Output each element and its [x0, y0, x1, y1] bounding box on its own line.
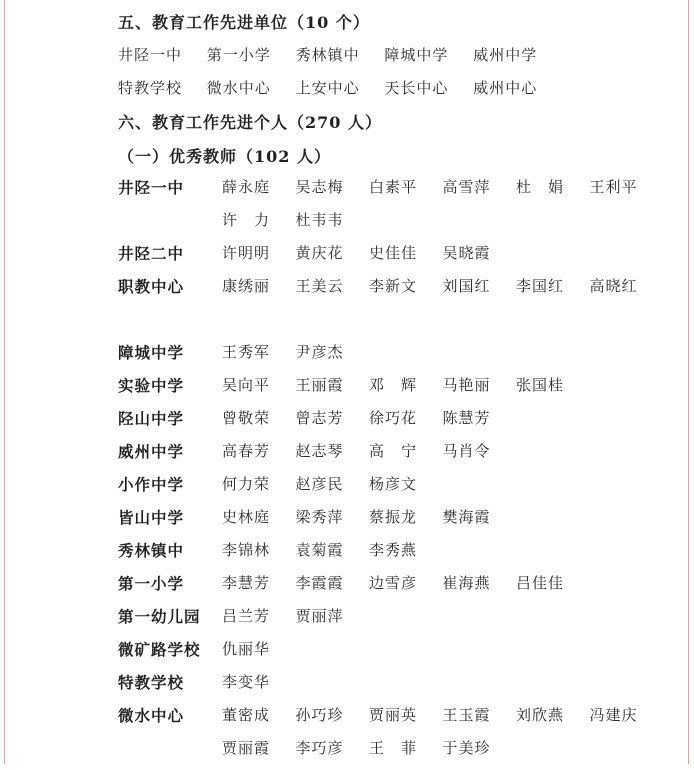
teacher-name: 杜韦韦	[295, 211, 344, 229]
teacher-name: 边雪彦	[369, 574, 418, 592]
teacher-names	[222, 572, 692, 605]
teacher-names	[222, 341, 692, 374]
teacher-name: 史佳佳	[369, 244, 418, 262]
teacher-names	[222, 473, 692, 506]
section-heading-advanced-units: 五、教育工作先进单位（10 个）	[118, 13, 370, 32]
teacher-name: 李慧芳	[222, 574, 271, 592]
teacher-name: 于美珍	[442, 739, 491, 757]
teacher-names	[222, 407, 692, 440]
teacher-names	[222, 440, 692, 473]
teacher-name: 高雪萍	[442, 178, 491, 196]
teacher-name: 王美云	[295, 277, 344, 295]
teacher-name: 梁秀萍	[295, 508, 344, 526]
school-name: 实验中学	[118, 376, 185, 395]
teacher-name: 仇丽华	[222, 640, 271, 658]
teacher-name: 杨彦文	[369, 475, 418, 493]
teacher-names	[222, 671, 692, 704]
school-name: 威州中学	[118, 442, 185, 461]
teacher-name: 白素平	[369, 178, 418, 196]
school-name: 秀林镇中	[118, 541, 185, 560]
teacher-name: 孙巧珍	[295, 706, 344, 724]
unit-name: 天长中心	[384, 79, 449, 97]
teacher-name: 王利平	[589, 178, 638, 196]
teacher-name: 贾丽英	[369, 706, 418, 724]
teacher-name: 高 宁	[369, 442, 418, 460]
unit-list-row-1	[118, 44, 557, 65]
teacher-name: 吕佳佳	[516, 574, 565, 592]
teacher-names	[222, 605, 692, 638]
teacher-name: 何力荣	[222, 475, 271, 493]
teacher-name: 董密成	[222, 706, 271, 724]
school-name: 井陉二中	[118, 244, 185, 263]
unit-name: 微水中心	[206, 79, 271, 97]
teacher-name: 贾丽萍	[295, 607, 344, 625]
teacher-name: 吕兰芳	[222, 607, 271, 625]
teacher-names	[222, 374, 692, 407]
teacher-name: 曾敬荣	[222, 409, 271, 427]
teacher-name: 曾志芳	[295, 409, 344, 427]
unit-name: 特教学校	[118, 79, 183, 97]
teacher-name: 吴志梅	[295, 178, 344, 196]
teacher-name: 黄庆花	[295, 244, 344, 262]
unit-name: 上安中心	[295, 79, 360, 97]
teacher-name: 李锦林	[222, 541, 271, 559]
school-name: 皆山中学	[118, 508, 185, 527]
teacher-name: 吴晓霞	[442, 244, 491, 262]
school-name: 微矿路学校	[118, 640, 201, 659]
school-name: 井陉一中	[118, 178, 185, 197]
teacher-name: 赵彦民	[295, 475, 344, 493]
teacher-name: 袁菊霞	[295, 541, 344, 559]
teacher-name: 马艳丽	[442, 376, 491, 394]
teacher-name: 许 力	[222, 211, 271, 229]
teacher-name: 吴向平	[222, 376, 271, 394]
teacher-name: 高春芳	[222, 442, 271, 460]
school-name: 陉山中学	[118, 409, 185, 428]
teacher-names	[222, 506, 692, 539]
school-name: 小作中学	[118, 475, 185, 494]
teacher-names	[222, 539, 692, 572]
teacher-name: 樊海霞	[442, 508, 491, 526]
teacher-name: 贾丽霞	[222, 739, 271, 757]
teacher-names	[222, 638, 692, 671]
unit-name: 秀林镇中	[295, 46, 360, 64]
teacher-name: 李秀燕	[369, 541, 418, 559]
section-heading-advanced-individuals: 六、教育工作先进个人（270 人）	[118, 113, 382, 132]
teacher-name: 李新文	[369, 277, 418, 295]
teacher-name: 崔海燕	[442, 574, 491, 592]
teacher-name: 王 菲	[369, 739, 418, 757]
teacher-name: 刘国红	[442, 277, 491, 295]
teacher-name: 陈慧芳	[442, 409, 491, 427]
school-name: 第一幼儿园	[118, 607, 201, 626]
unit-name: 威州中学	[473, 46, 538, 64]
teacher-name: 杜 娟	[516, 178, 565, 196]
unit-name: 障城中学	[384, 46, 449, 64]
teacher-name: 徐巧花	[369, 409, 418, 427]
teacher-name: 高晓红	[589, 277, 638, 295]
unit-name: 第一小学	[206, 46, 271, 64]
teacher-names	[222, 242, 692, 275]
teacher-name: 赵志琴	[295, 442, 344, 460]
teacher-name: 张国桂	[516, 376, 565, 394]
teacher-names	[222, 176, 692, 242]
teacher-name: 蔡振龙	[369, 508, 418, 526]
teacher-name: 李国红	[516, 277, 565, 295]
unit-name: 井陉一中	[118, 46, 183, 64]
teacher-name: 李巧彦	[295, 739, 344, 757]
school-name: 微水中心	[118, 706, 185, 725]
teacher-name: 邓 辉	[369, 376, 418, 394]
school-name: 特教学校	[118, 673, 185, 692]
school-name: 障城中学	[118, 343, 185, 362]
teacher-name: 尹彦杰	[295, 343, 344, 361]
teacher-names	[222, 704, 692, 770]
teacher-names	[222, 275, 692, 308]
teacher-name: 薛永庭	[222, 178, 271, 196]
subsection-heading-excellent-teachers: （一）优秀教师（102 人）	[118, 147, 331, 166]
teacher-name: 康绣丽	[222, 277, 271, 295]
teacher-name: 王秀军	[222, 343, 271, 361]
teacher-name: 马肖令	[442, 442, 491, 460]
teacher-name: 许明明	[222, 244, 271, 262]
school-name: 职教中心	[118, 277, 185, 296]
teacher-name: 李霞霞	[295, 574, 344, 592]
teacher-name: 李变华	[222, 673, 271, 691]
school-name: 第一小学	[118, 574, 185, 593]
teacher-name: 王玉霞	[442, 706, 491, 724]
teacher-name: 史林庭	[222, 508, 271, 526]
unit-list-row-2	[118, 77, 557, 98]
teacher-name: 王丽霞	[295, 376, 344, 394]
teacher-name: 刘欣燕	[516, 706, 565, 724]
teacher-name: 冯建庆	[589, 706, 638, 724]
unit-name: 威州中心	[473, 79, 538, 97]
